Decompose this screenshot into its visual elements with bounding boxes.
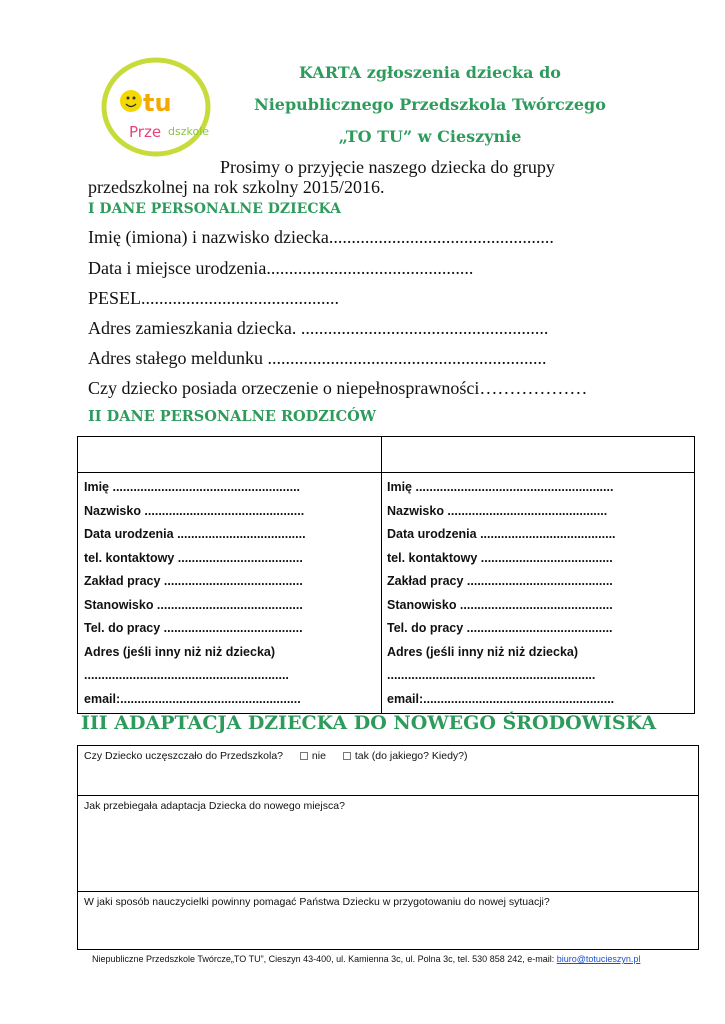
child-name-field[interactable]: Imię (imiona) i nazwisko dziecka.................................................. <box>88 227 554 247</box>
footer-email-link[interactable]: biuro@totucieszyn.pl <box>556 954 641 964</box>
parent-1-first-name[interactable]: Imię ...................................................... <box>84 480 301 494</box>
parent-2-phone[interactable]: tel. kontaktowy ...................................... <box>387 550 613 565</box>
parent-2-birth-date[interactable]: Data urodzenia ....................................... <box>387 527 616 541</box>
svg-text:dszkole: dszkole <box>168 125 210 138</box>
svg-text:Prze: Prze <box>129 123 162 141</box>
parent-2-work-phone[interactable]: Tel. do pracy .......................................... <box>387 621 613 635</box>
preschool-logo <box>101 57 211 157</box>
title-line-1: KARTA zgłoszenia dziecka do <box>299 63 561 82</box>
parent-1-phone[interactable]: tel. kontaktowy .................................... <box>84 550 303 565</box>
no-checkbox[interactable] <box>300 752 308 760</box>
attended-preschool-row[interactable] <box>78 746 698 796</box>
parent-2-address-label: Adres (jeśli inny niż niż dziecka) <box>387 644 579 659</box>
parent-2-first-name[interactable]: Imię ......................................................... <box>387 480 614 494</box>
parent-2-address[interactable]: ............................................................ <box>387 668 596 682</box>
parent-2-email[interactable]: email:....................................................... <box>387 691 615 706</box>
attended-preschool-question: Czy Dziecko uczęszczało do Przedszkola? <box>84 750 283 762</box>
parent-1-address-label: Adres (jeśli inny niż niż dziecka) <box>84 644 276 659</box>
parent-1-birth-date[interactable]: Data urodzenia ..................................... <box>84 527 306 541</box>
section-2-heading: II DANE PERSONALNE RODZICÓW <box>88 408 377 425</box>
parent-1-email[interactable]: email:.................................................... <box>84 691 301 706</box>
registered-address-field[interactable]: Adres stałego meldunku .............................................................. <box>88 348 547 368</box>
yes-checkbox[interactable] <box>343 752 351 760</box>
column-divider <box>381 437 382 713</box>
adaptation-progress-row[interactable] <box>78 796 698 892</box>
svg-text:tu: tu <box>143 89 172 117</box>
parent-2-workplace[interactable]: Zakład pracy .......................................... <box>387 574 613 588</box>
footer <box>92 954 640 964</box>
adaptation-table <box>77 745 699 950</box>
intro-line-2: przedszkolnej na rok szkolny 2015/2016. <box>88 177 385 197</box>
parent-1-workplace[interactable]: Zakład pracy ........................................ <box>84 574 303 588</box>
birth-date-field[interactable]: Data i miejsce urodzenia.............................................. <box>88 258 474 278</box>
parent-2-position[interactable]: Stanowisko ............................................ <box>387 597 613 612</box>
pesel-field[interactable]: PESEL............................................ <box>88 288 340 308</box>
section-3-heading: III ADAPTACJA DZIECKA DO NOWEGO ŚRODOWISKA <box>81 712 657 734</box>
adaptation-progress-question: Jak przebiegała adaptacja Dziecka do nowego miejsca? <box>84 800 345 812</box>
residence-address-field[interactable]: Adres zamieszkania dziecka. ....................................................... <box>88 318 549 338</box>
title-line-2: Niepublicznego Przedszkola Twórczego <box>254 95 606 114</box>
parent-1-last-name[interactable]: Nazwisko .............................................. <box>84 503 305 518</box>
header-row-divider <box>78 472 694 473</box>
title-line-3: „TO TU” w Cieszynie <box>338 127 522 146</box>
footer-address: Niepubliczne Przedszkole Twórcze„TO TU”, Cieszyn 43-400, ul. Kamienna 3c, ul. Polna 3c, tel. 530 858 242, e-mail: <box>92 954 557 964</box>
intro-line-1: Prosimy o przyjęcie naszego dziecka do grupy <box>220 157 555 177</box>
parent-2-last-name[interactable]: Nazwisko .............................................. <box>387 503 608 518</box>
parent-1-address[interactable]: ........................................................... <box>84 668 289 682</box>
parents-table <box>77 436 695 714</box>
teacher-help-row[interactable] <box>78 892 698 950</box>
no-option-label: nie <box>311 750 326 762</box>
parent-1-work-phone[interactable]: Tel. do pracy ........................................ <box>84 621 303 635</box>
parent-1-position[interactable]: Stanowisko .......................................... <box>84 597 303 612</box>
section-1-heading: I DANE PERSONALNE DZIECKA <box>88 201 341 217</box>
disability-certificate-field[interactable]: Czy dziecko posiada orzeczenie o niepełnosprawności……………… <box>88 378 588 398</box>
parent-1-column <box>84 480 306 715</box>
parent-2-column <box>387 480 616 715</box>
yes-option-label: tak (do jakiego? Kiedy?) <box>354 750 468 762</box>
teacher-help-question: W jaki sposób nauczycielki powinny pomagać Państwa Dziecku w przygotowaniu do nowej sytuacji? <box>84 896 550 908</box>
